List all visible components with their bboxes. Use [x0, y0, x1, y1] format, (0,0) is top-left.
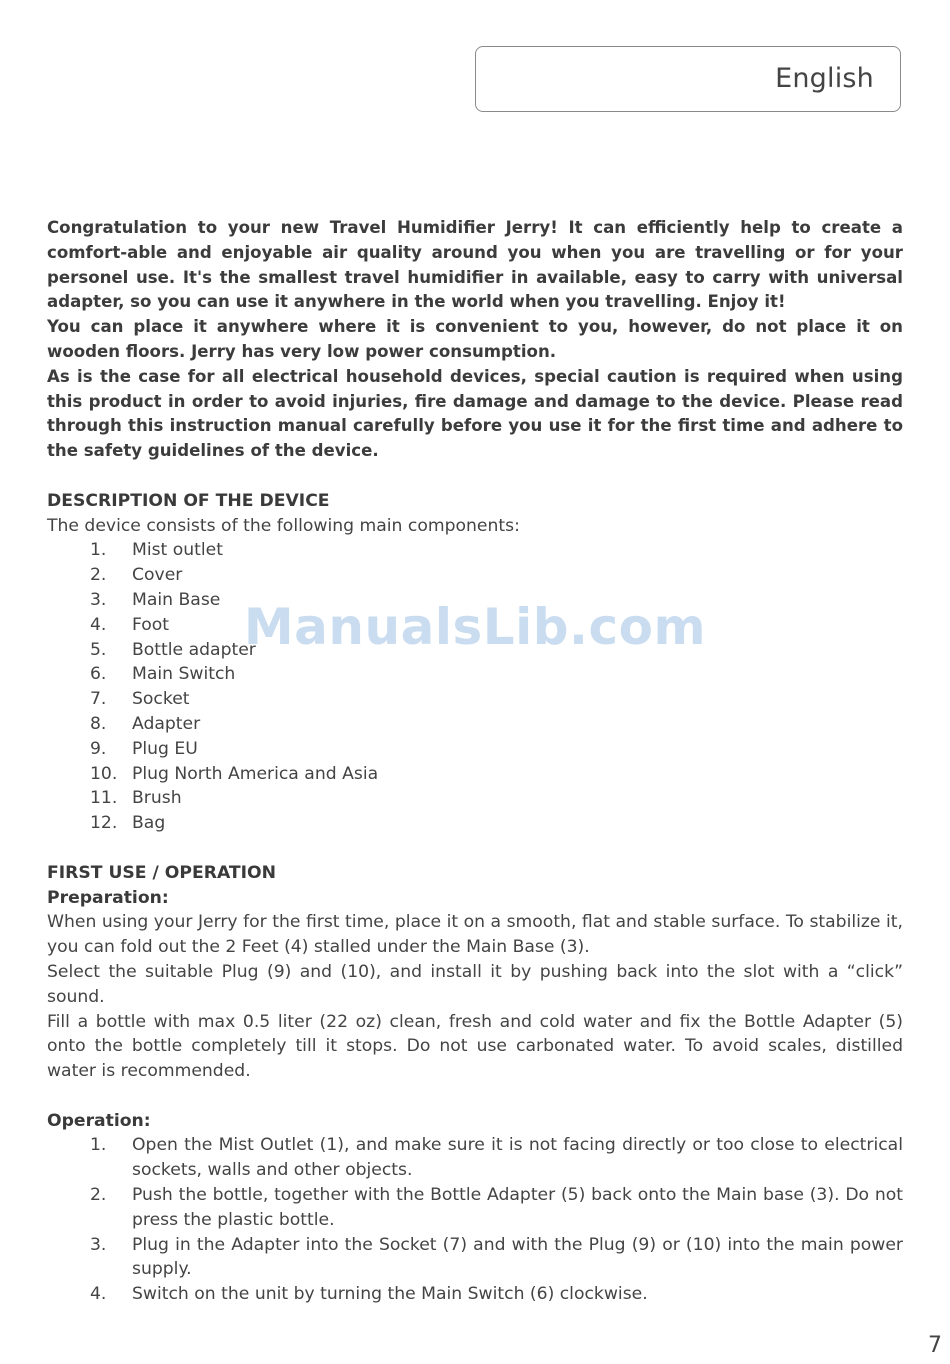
preparation-paragraph: Fill a bottle with max 0.5 liter (22 oz) clean, fresh and cold water and fix the Bottle Adapter (5) onto the bottle completely till it stops. Do not use carbonated water. To avoid scales, distilled water is recommended. [47, 1011, 903, 1082]
list-item [47, 638, 903, 663]
list-text: Brush [132, 788, 182, 809]
list-text: Mist outlet [132, 540, 223, 561]
intro-paragraph: You can place it anywhere where it is convenient to you, however, do not place it on wooden floors. Jerry has very low power consumption. [47, 317, 903, 361]
list-text: Plug in the Adapter into the Socket (7) and with the Plug (9) or (10) into the main power supply. [132, 1234, 903, 1280]
list-item [47, 737, 903, 762]
list-text: Switch on the unit by turning the Main Switch (6) clockwise. [132, 1284, 648, 1305]
list-item [47, 811, 903, 836]
component-list [47, 538, 903, 836]
list-item [47, 588, 903, 613]
preparation-heading: Preparation: [47, 887, 169, 908]
preparation-paragraph: When using your Jerry for the first time, place it on a smooth, flat and stable surface. To stabilize it, you can fold out the 2 Feet (4) stalled under the Main Base (3). [47, 912, 903, 958]
intro-paragraph: Congratulation to your new Travel Humidifier Jerry! It can efficiently help to create a comfort-able and enjoyable air quality around you when you are travelling or for your personel use. It's the smallest travel humidifier in available, easy to carry with universal adapter, so you can use it anywhere in the world when you travelling. Enjoy it! [47, 218, 903, 312]
intro-paragraph: As is the case for all electrical household devices, special caution is required when using this product in order to avoid injuries, fire damage and damage to the device. Please read through this instruction manual carefully before you use it for the first time and adhere to the safety guidelines of the device. [47, 366, 903, 461]
list-text: Foot [132, 614, 170, 635]
list-item [47, 1133, 903, 1183]
list-number: 4. [90, 614, 107, 635]
operation-heading: Operation: [47, 1110, 151, 1131]
list-text: Plug EU [132, 738, 198, 759]
page-content [47, 216, 903, 1307]
list-number: 10. [90, 763, 118, 784]
list-number: 6. [90, 664, 107, 685]
list-text: Adapter [132, 713, 201, 734]
list-item [47, 762, 903, 787]
list-item [47, 563, 903, 588]
list-text: Main Switch [132, 664, 236, 685]
list-text: Bag [132, 813, 166, 834]
list-text: Socket [132, 689, 190, 710]
list-text: Push the bottle, together with the Bottle Adapter (5) back onto the Main base (3). Do not press the plastic bottle. [132, 1185, 903, 1230]
list-number: 9. [90, 738, 107, 759]
description-heading: DESCRIPTION OF THE DEVICE [47, 490, 330, 511]
list-item [47, 1183, 903, 1233]
list-item [47, 613, 903, 638]
page-number: 7 [928, 1333, 942, 1358]
list-text: Cover [132, 565, 183, 586]
preparation-paragraph: Select the suitable Plug (9) and (10), and install it by pushing back into the slot with a “click” sound. [47, 961, 903, 1007]
list-text: Plug North America and Asia [132, 763, 379, 784]
operation-steps [47, 1133, 903, 1307]
description-lead: The device consists of the following main components: [47, 515, 520, 536]
list-text: Open the Mist Outlet (1), and make sure it is not facing directly or too close to electrical sockets, walls and other objects. [132, 1135, 903, 1181]
list-number: 5. [90, 639, 107, 660]
intro-section [47, 216, 903, 464]
list-item [47, 1233, 903, 1283]
list-item [47, 538, 903, 563]
list-number: 12. [90, 813, 118, 834]
list-number: 8. [90, 713, 107, 734]
list-number: 1. [90, 1135, 107, 1156]
list-text: Bottle adapter [132, 639, 256, 660]
list-number: 3. [90, 1234, 107, 1255]
list-number: 7. [90, 689, 107, 710]
list-number: 1. [90, 540, 107, 561]
language-label-box [475, 46, 901, 112]
first-use-heading: FIRST USE / OPERATION [47, 862, 277, 883]
watermark: ManualsLib.com [243, 598, 707, 656]
list-text: Main Base [132, 589, 221, 610]
list-number: 4. [90, 1284, 107, 1305]
list-item [47, 1282, 903, 1307]
list-item [47, 687, 903, 712]
language-label: English [775, 63, 874, 94]
list-item [47, 786, 903, 811]
spacer [47, 1084, 903, 1109]
list-number: 3. [90, 589, 107, 610]
list-number: 2. [90, 565, 107, 586]
list-number: 11. [90, 788, 118, 809]
list-number: 2. [90, 1185, 107, 1206]
list-item [47, 662, 903, 687]
list-item [47, 712, 903, 737]
